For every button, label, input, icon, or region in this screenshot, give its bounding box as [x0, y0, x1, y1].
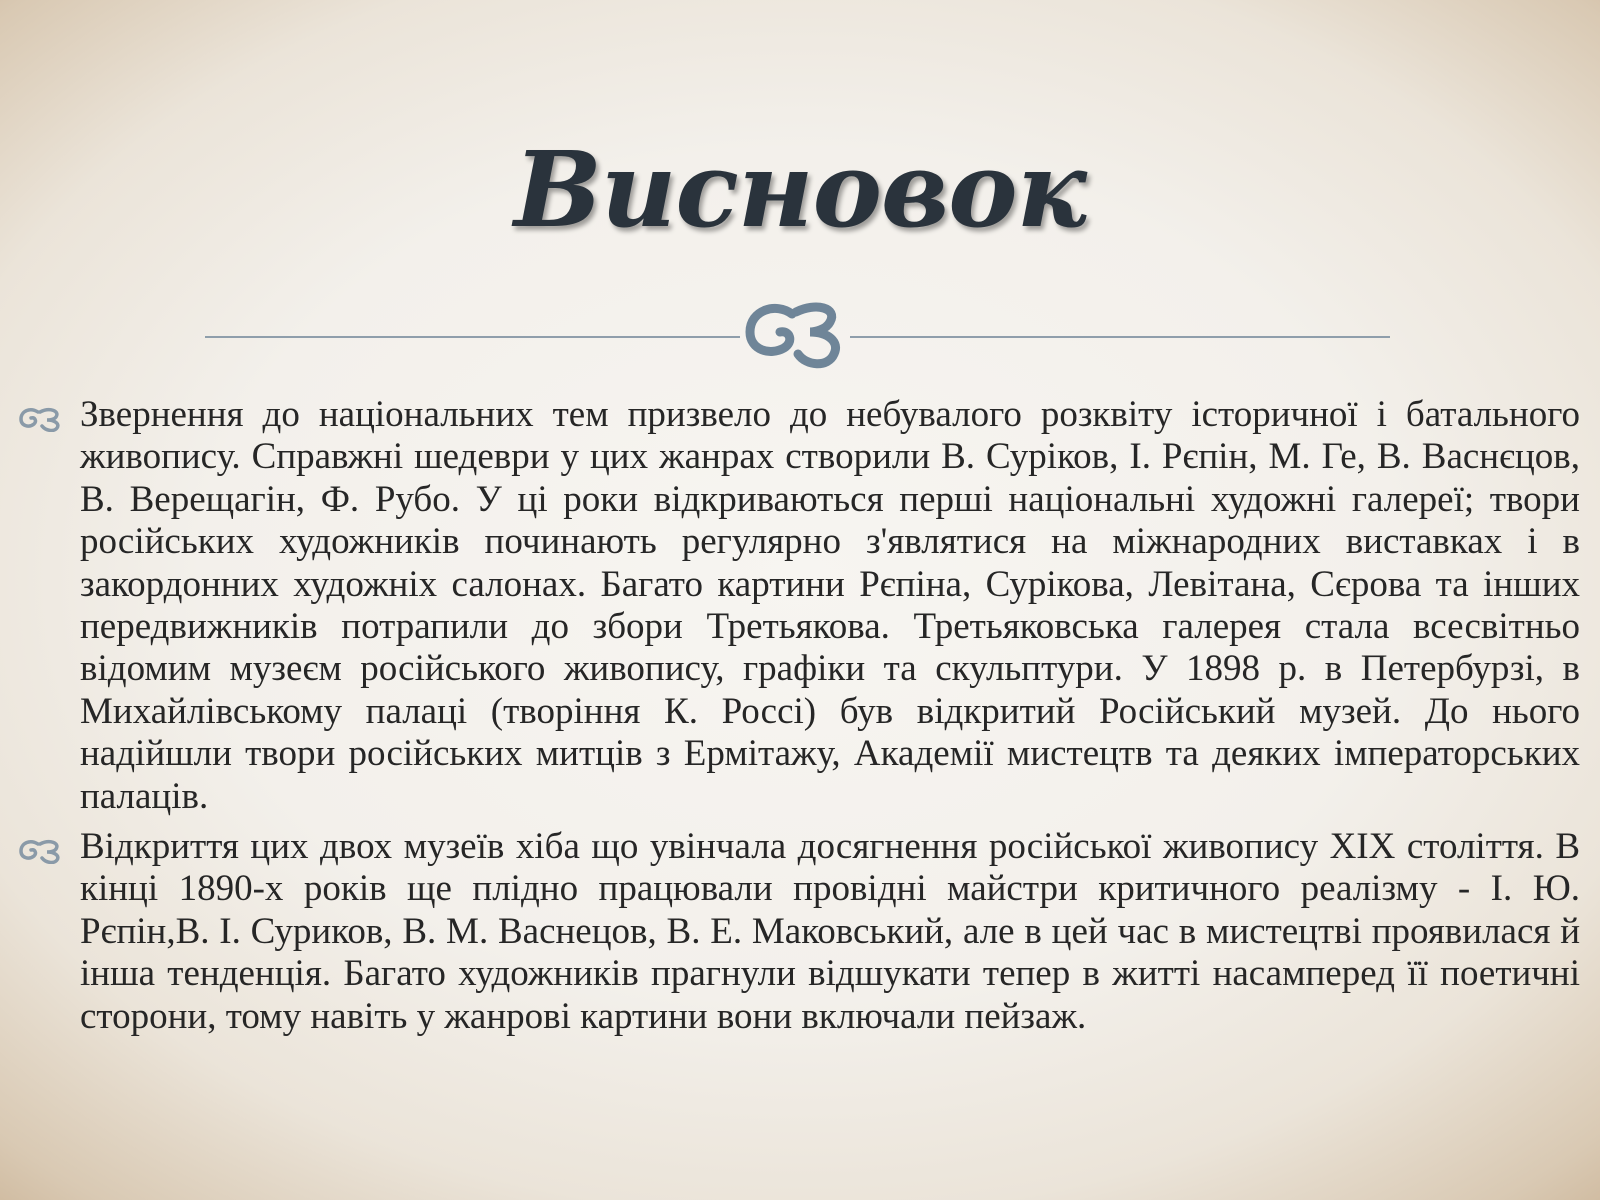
- curl-bullet-icon: [18, 838, 62, 864]
- swirl-ornament-icon: [740, 292, 850, 372]
- paragraph-1: [18, 394, 1580, 818]
- paragraph-2: [18, 826, 1580, 1038]
- paragraph-1-text: Звернення до національних тем призвело до небувалого розквіту історичної і батального живопису. Справжні шедеври у цих жанрах створили В. Суріков, І. Рєпін, М. Ге, В. Васнєцов, В. Верещагін, Ф. Рубо. У ці роки відкриваються перші національні художні галереї; твори російських художників починають регулярно з'являтися на міжнародних виставках і в закордонних художніх салонах. Багато картини Рєпіна, Сурікова, Левітана, Сєрова та інших передвижників потрапили до збори Третьякова. Третьяковська галерея стала всесвітньо відомим музеєм російського живопису, графіки та скульптури. У 1898 р. в Петербурзі, в Михайлівському палаці (творіння К. Россі) був відкритий Російський музей. До нього надійшли твори російських митців з Ермітажу, Академії мистецтв та деяких імператорських палаців.: [80, 394, 1580, 817]
- paragraph-2-text: Відкриття цих двох музеїв хіба що увінчала досягнення російської живопису ХІХ століття. В кінці 1890-х років ще плідно працювали провідні майстри критичного реалізму - І. Ю. Рєпін,В. І. Суриков, В. М. Васнецов, В. Е. Маковський, але в цей час в мистецтві проявилася й інша тенденція. Багато художників прагнули відшукати тепер в житті насамперед її поетичні сторони, тому навіть у жанрові картини вони включали пейзаж.: [80, 826, 1580, 1037]
- divider-line-left: [205, 336, 740, 338]
- slide-title: Висновок: [513, 128, 1087, 251]
- curl-bullet-icon: [18, 406, 62, 432]
- divider-line-right: [850, 336, 1390, 338]
- body-content: [18, 394, 1580, 1046]
